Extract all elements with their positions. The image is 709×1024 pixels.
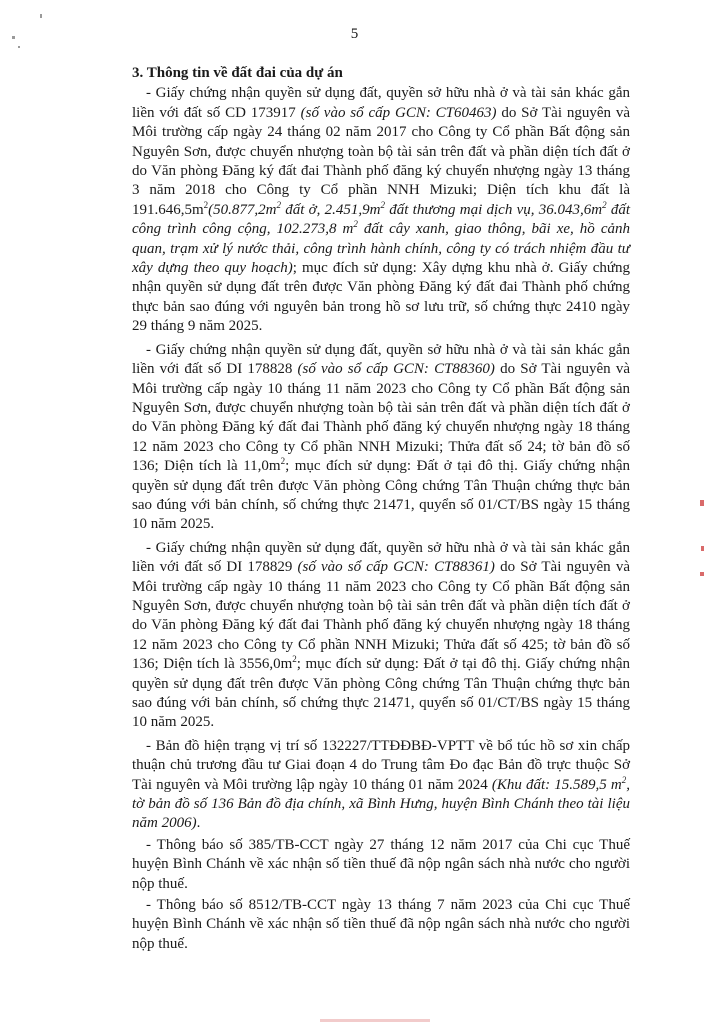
stamp-edge-mark bbox=[700, 500, 704, 506]
paragraph-ban-do-hien-trang: - Bản đồ hiện trạng vị trí số 132227/TTĐĐBĐ-VPTT về bổ túc hồ sơ xin chấp thuận chủ trương đầu tư Giai đoạn 4 do Trung tâm Đo đạc Bản đồ trực thuộc Sở Tài nguyên và Môi trường lập ngày 10 tháng 01 năm 2024 (Khu đất: 15.589,5 $m^2$, tờ bản đồ số 136 Bản đồ địa chính, xã Bình Hưng, huyện Bình Chánh theo tài liệu năm 2006). bbox=[132, 737, 631, 832]
paragraph-gcn-di178829: - Giấy chứng nhận quyền sử dụng đất, quyền sở hữu nhà ở và tài sản khác gắn liền với đất số DI 178829 (số vào sổ cấp GCN: CT88361) do Sở Tài nguyên và Môi trường cấp ngày 10 tháng 11 năm 2023 cho Công ty Cổ phần Bất động sản Nguyên Sơn, được chuyển nhượng toàn bộ tài sản trên đất và phần diện tích đất ở do Văn phòng Đăng ký đất đai Thành phố đăng ký chuyển nhượng ngày 18 tháng 12 năm 2023 cho Công ty Cổ phần NNH Mizuki; Thửa đất số 425; tờ bản đồ số 136; Diện tích là $3556,0m^2$; mục đích sử dụng: Đất ở tại đô thị. Giấy chứng nhận quyền sử dụng đất trên được Văn phòng Công chứng Tân Thuận chứng thực bản sao đúng với bản chính, số chứng thực 21471, quyển số 01/CT/BS ngày 15 tháng 10 năm 2025. bbox=[132, 539, 631, 731]
document-body bbox=[132, 64, 630, 956]
stamp-edge-mark bbox=[700, 572, 704, 576]
page-number: 5 bbox=[350, 26, 359, 42]
section-heading: 3. Thông tin về đất đai của dự án bbox=[132, 65, 343, 81]
paragraph-thong-bao-8512: - Thông báo số 8512/TB-CCT ngày 13 tháng 7 năm 2023 của Chi cục Thuế huyện Bình Chánh về xác nhận số tiền thuế đã nộp ngân sách nhà nước cho người nộp thuế. bbox=[132, 897, 630, 952]
paragraph-thong-bao-385: - Thông báo số 385/TB-CCT ngày 27 tháng 12 năm 2017 của Chi cục Thuế huyện Bình Chánh về xác nhận số tiền thuế đã nộp ngân sách nhà nước cho người nộp thuế. bbox=[132, 836, 630, 892]
paragraph-gcn-cd173917: - Giấy chứng nhận quyền sử dụng đất, quyền sở hữu nhà ở và tài sản khác gắn liền với đất số CD 173917 (số vào sổ cấp GCN: CT60463) do Sở Tài nguyên và Môi trường cấp ngày 24 tháng 02 năm 2017 cho Công ty Cổ phần Bất động sản Nguyên Sơn, được chuyển nhượng toàn bộ tài sản trên đất và phần diện tích đất ở do Văn phòng Đăng ký đất đai Thành phố đăng ký chuyển nhượng ngày 13 tháng 3 năm 2018 cho Công ty Cổ phần NNH Mizuki; Diện tích khu đất là $191.646,5m^2(50.877,2m^2$ đất ở, $2.451,9m^2$ đất thương mại dịch vụ, $36.043,6m^2$ đất công trình công cộng, 102.273,8 $m^2$ đất cây xanh, giao thông, bãi xe, hồ cảnh quan, trạm xử lý nước thải, công trình hành chính, công ty có trách nhiệm đầu tư xây dựng theo quy hoạch); mục đích sử dụng: Xây dựng khu nhà ở. Giấy chứng nhận quyền sử dụng đất trên được Văn phòng Đăng ký đất đai Thành phố chứng thực bản sao đúng với nguyên bản trong hồ sơ lưu trữ, số chứng thực 2410 ngày 29 tháng 9 năm 2025. bbox=[132, 85, 631, 335]
stamp-edge-mark bbox=[320, 1019, 430, 1022]
scan-artifact-mark bbox=[18, 46, 20, 48]
scan-artifact-mark bbox=[40, 14, 42, 18]
paragraph-gcn-di178828: - Giấy chứng nhận quyền sử dụng đất, quyền sở hữu nhà ở và tài sản khác gắn liền với đất số DI 178828 (số vào sổ cấp GCN: CT88360) do Sở Tài nguyên và Môi trường cấp ngày 10 tháng 11 năm 2023 cho Công ty Cổ phần Bất động sản Nguyên Sơn, được chuyển nhượng toàn bộ tài sản trên đất và phần diện tích đất ở do Văn phòng Đăng ký đất đai Thành phố đăng ký chuyển nhượng ngày 18 tháng 12 năm 2023 cho Công ty Cổ phần NNH Mizuki; Thửa đất số 24; tờ bản đồ số 136; Diện tích là $11,0m^2$; mục đích sử dụng: Đất ở tại đô thị. Giấy chứng nhận quyền sử dụng đất trên được Văn phòng Công chứng Tân Thuận chứng thực bản sao đúng với bản chính, số chứng thực 21471, quyển số 01/CT/BS ngày 15 tháng 10 năm 2025. bbox=[132, 341, 630, 533]
stamp-edge-mark bbox=[701, 546, 704, 551]
